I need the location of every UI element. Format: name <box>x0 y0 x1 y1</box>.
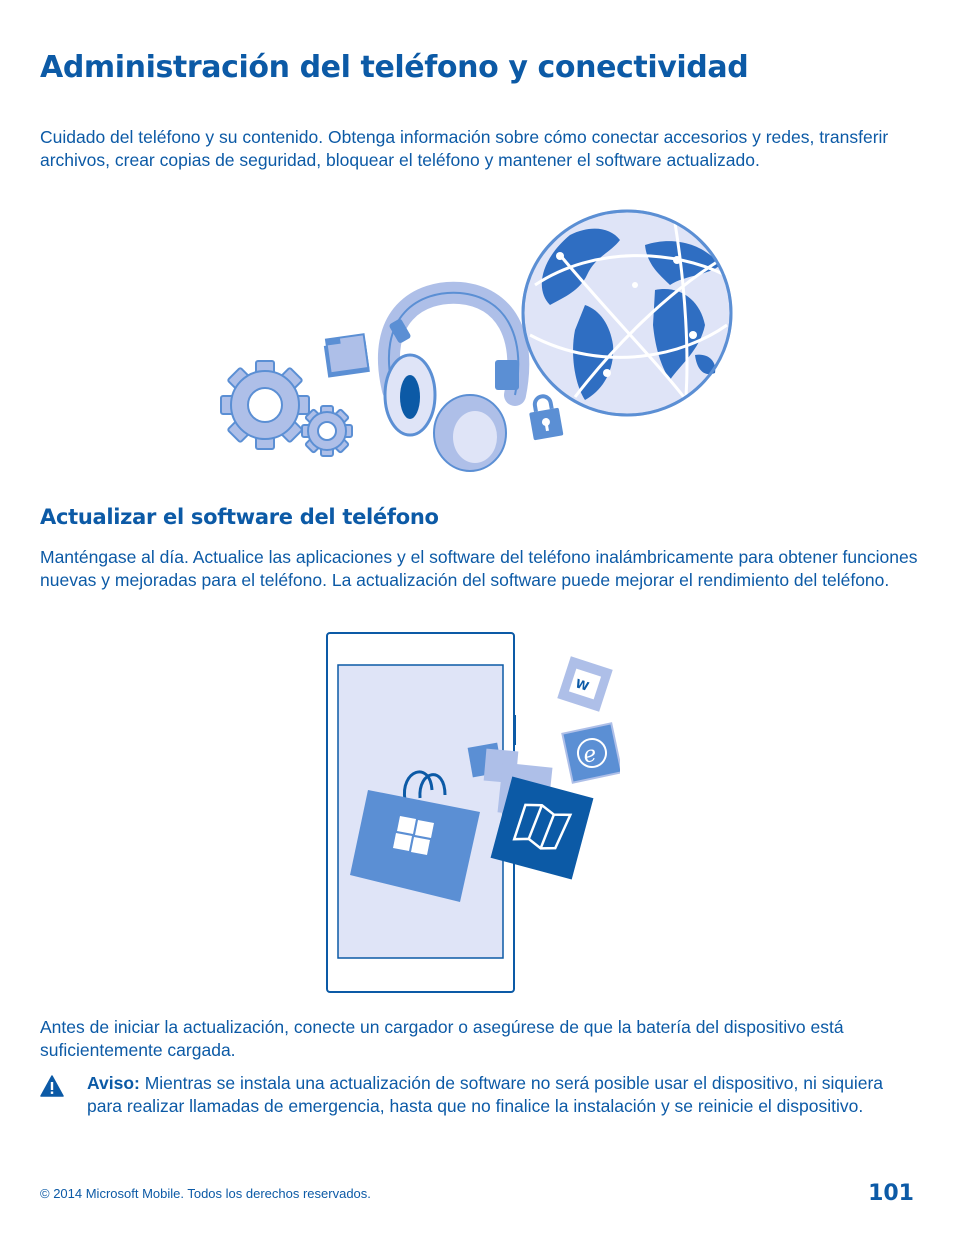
page-title: Administración del teléfono y conectividad <box>40 50 749 85</box>
word-tile-icon <box>557 656 612 711</box>
gear-icon <box>302 406 352 456</box>
ie-tile-icon <box>562 723 620 782</box>
svg-text:e: e <box>580 741 599 769</box>
warning-label: Aviso: <box>87 1073 140 1093</box>
connectivity-illustration <box>215 205 740 475</box>
warning-paragraph <box>87 1072 917 1118</box>
globe-icon <box>523 211 731 415</box>
software-update-illustration <box>320 630 620 995</box>
headphones-icon <box>385 293 519 471</box>
warning-icon <box>40 1074 64 1098</box>
copyright-footer: © 2014 Microsoft Mobile. Todos los derechos reservados. <box>40 1186 371 1201</box>
svg-text:W: W <box>573 676 591 694</box>
before-update-paragraph: Antes de iniciar la actualización, conecte un cargador o asegúrese de que la batería del dispositivo está suficientemente cargada. <box>40 1017 844 1060</box>
section-intro-paragraph: Manténgase al día. Actualice las aplicaciones y el software del teléfono inalámbricamente para obtener funciones nuevas y mejoradas para el teléfono. La actualización del software puede mejorar el rendimiento del teléfono. <box>40 547 918 590</box>
folder-icon <box>323 334 370 377</box>
intro-paragraph: Cuidado del teléfono y su contenido. Obtenga información sobre cómo conectar accesorios y redes, transferir archivos, crear copias de seguridad, bloquear el teléfono y mantener el software actualizado. <box>40 127 889 170</box>
warning-text: Mientras se instala una actualización de software no será posible usar el dispositivo, ni siquiera para realizar llamadas de emergencia, hasta que no finalice la instalación y se reinicie el dispositivo. <box>87 1073 884 1116</box>
padlock-icon <box>527 394 564 441</box>
page-number: 101 <box>868 1181 914 1206</box>
gear-icon <box>221 361 309 449</box>
section-title: Actualizar el software del teléfono <box>40 505 439 529</box>
